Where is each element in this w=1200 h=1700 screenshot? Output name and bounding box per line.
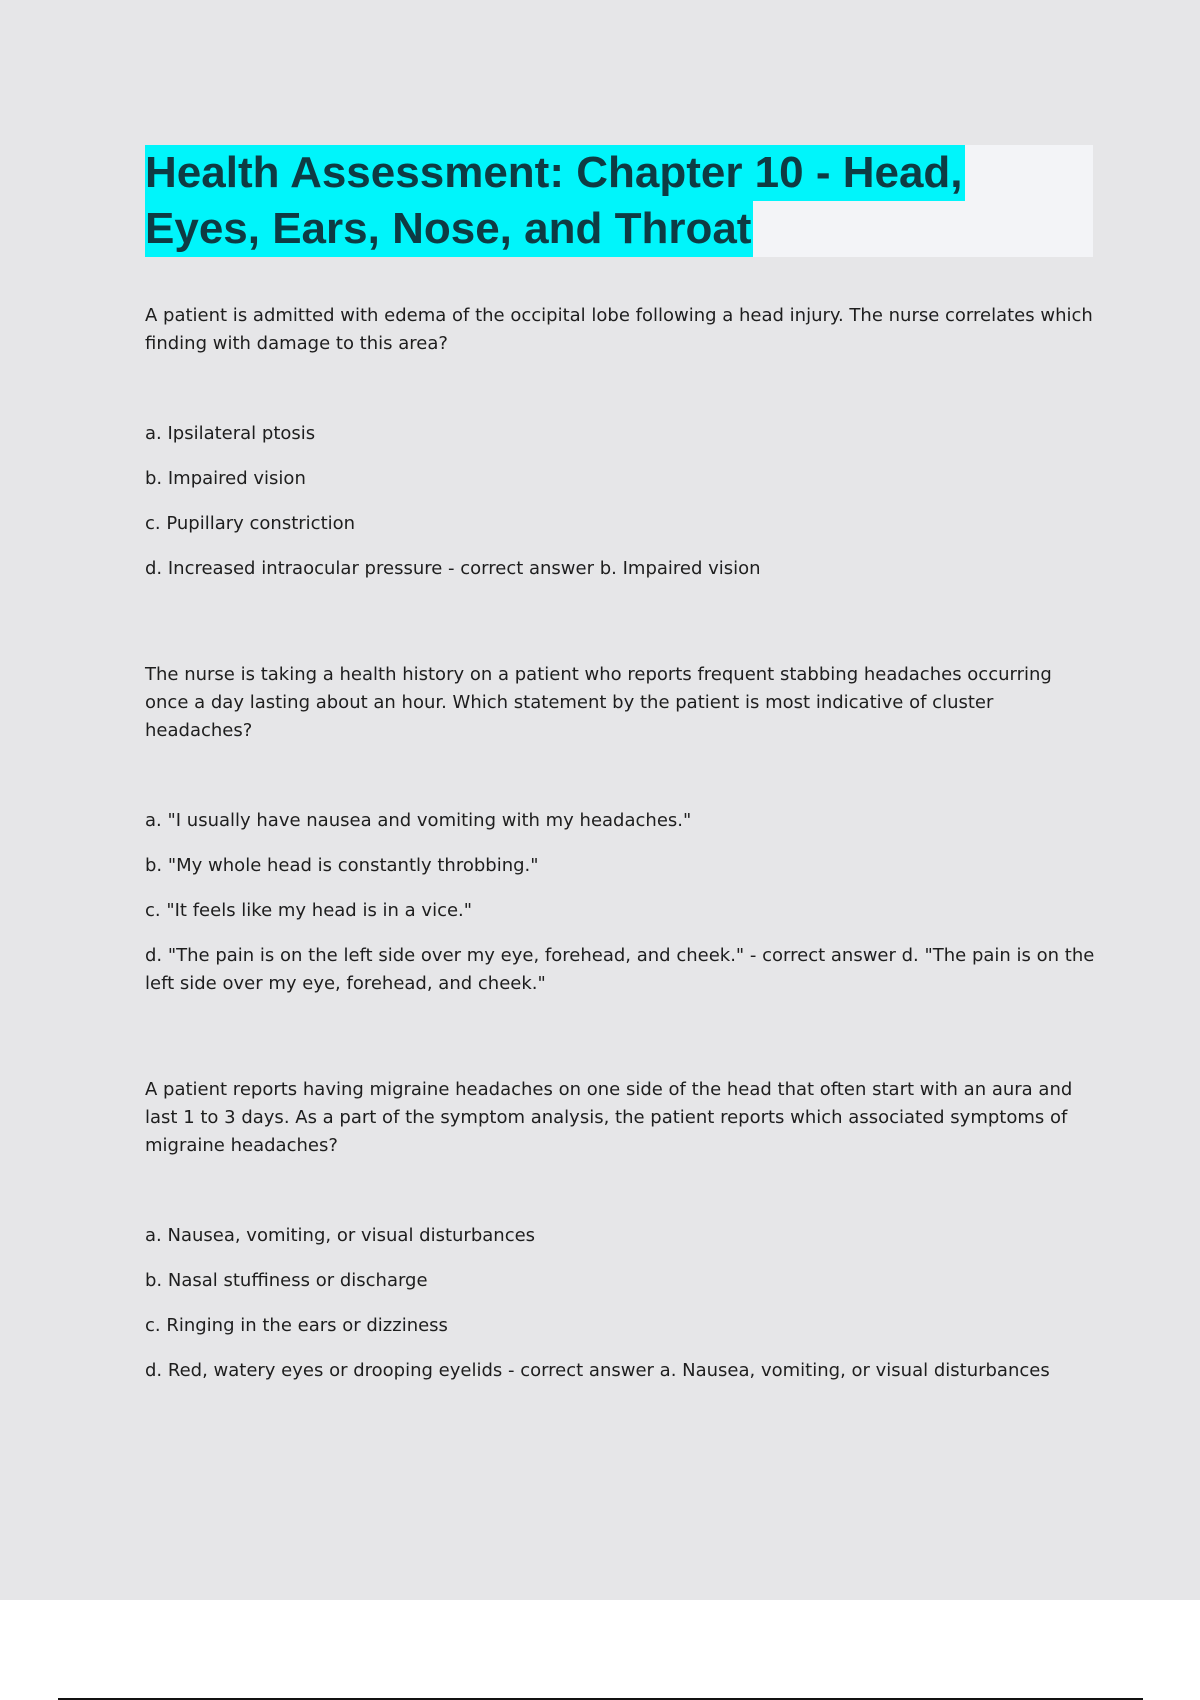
- answer-option: a. Ipsilateral ptosis: [145, 423, 316, 444]
- title-block: [145, 145, 1093, 257]
- answer-option: b. Nasal stuffiness or discharge: [145, 1270, 428, 1291]
- answer-option: a. "I usually have nausea and vomiting with my headaches.": [145, 810, 692, 831]
- answer-option: a. Nausea, vomiting, or visual disturbances: [145, 1225, 536, 1246]
- title-line-1: Health Assessment: Chapter 10 - Head,: [145, 145, 965, 201]
- question-prompt: A patient reports having migraine headaches on one side of the head that often start with an aura and last 1 to 3 days. As a part of the symptom analysis, the patient reports which associated symptoms of migraine headaches?: [145, 1079, 1073, 1156]
- answer-option: c. "It feels like my head is in a vice.": [145, 900, 473, 921]
- answer-option: b. "My whole head is constantly throbbing.": [145, 855, 539, 876]
- answer-options: [145, 807, 1095, 998]
- question-prompt: The nurse is taking a health history on a patient who reports frequent stabbing headaches occurring once a day lasting about an hour. Which statement by the patient is most indicative of cluster headaches?: [145, 664, 1052, 741]
- question-prompt: A patient is admitted with edema of the occipital lobe following a head injury. The nurse correlates which finding with damage to this area?: [145, 305, 1093, 354]
- answer-option: c. Ringing in the ears or dizziness: [145, 1315, 448, 1336]
- answer-option-with-answer: d. "The pain is on the left side over my eye, forehead, and cheek." - correct answer d. "The pain is on the left side over my eye, forehead, and cheek.": [145, 945, 1095, 994]
- answer-option-with-answer: d. Increased intraocular pressure - correct answer b. Impaired vision: [145, 558, 761, 579]
- answer-options: [145, 420, 1095, 583]
- answer-option-with-answer: d. Red, watery eyes or drooping eyelids - correct answer a. Nausea, vomiting, or visual disturbances: [145, 1360, 1050, 1381]
- title-line-2: Eyes, Ears, Nose, and Throat: [145, 201, 753, 257]
- answer-option: b. Impaired vision: [145, 468, 306, 489]
- answer-options: [145, 1222, 1095, 1385]
- answer-option: c. Pupillary constriction: [145, 513, 356, 534]
- question-block: [145, 1076, 1095, 1385]
- question-list: [145, 302, 1095, 1385]
- question-block: [145, 661, 1095, 998]
- question-block: [145, 302, 1095, 583]
- page-title: [145, 145, 1093, 257]
